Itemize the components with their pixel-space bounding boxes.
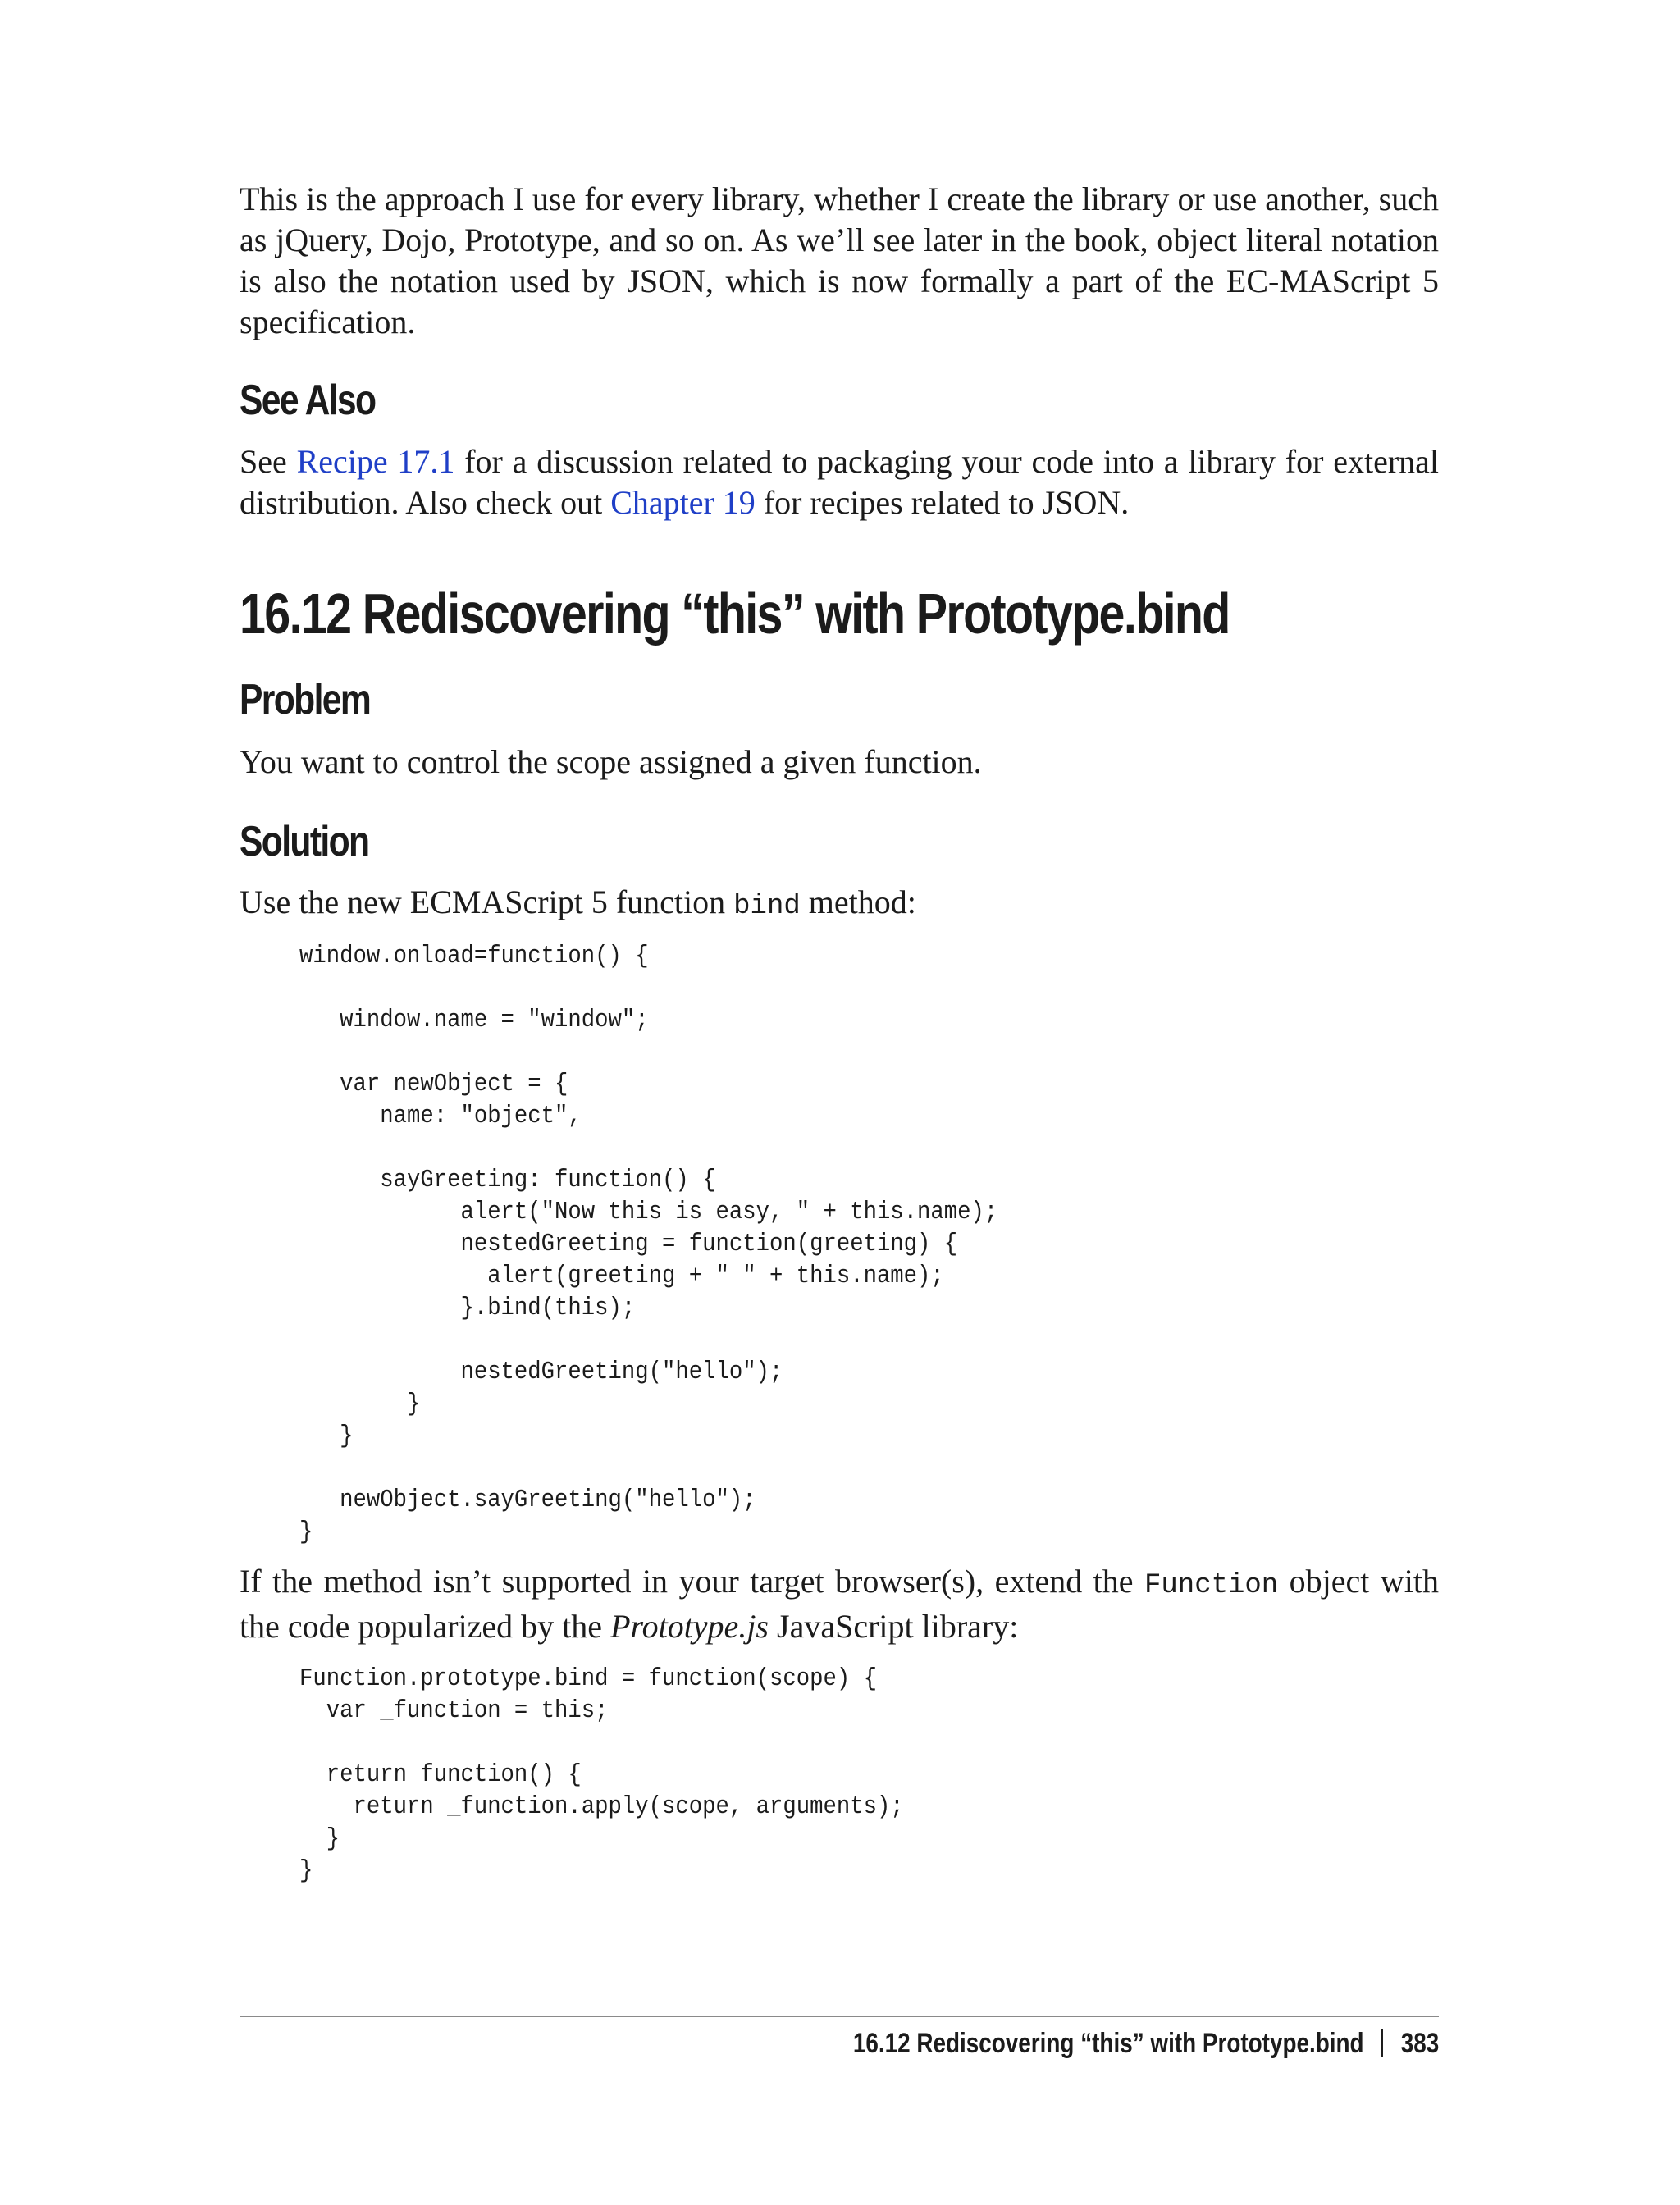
problem-text: You want to control the scope assigned a given function. [240,743,982,780]
footer-running-title: 16.12 Rediscovering “this” with Prototype.bind [852,2027,1364,2059]
fallback-paragraph [240,1561,1439,1647]
code-block-bind-example: window.onload=function() { window.name = "window"; var newObject = { name: "object", sayGreeting: function() { alert("Now this is easy, " + this.name); nestedGreeting = function(greeting) { alert(greeting + " " + this.name); }.bind(this); nestedGreeting("hello"); } } newObject.sayGreeting("hello"); } [299,942,998,1546]
intro-paragraph: This is the approach I use for every library, whether I create the library or use another, such as jQuery, Dojo, Prototype, and so on. As we’ll see later in the book, object literal notation is also the notation used by JSON, which is now formally a part of the EC-MAScript 5 specification. [240,180,1439,340]
see-also-text-end: for recipes related to JSON. [755,484,1130,521]
see-also-text-start: See [240,443,297,480]
bind-inline-code: bind [733,891,801,922]
section-title: 16.12 Rediscovering “this” with Prototype.bind [240,582,1230,646]
solution-intro-start: Use the new ECMAScript 5 function [240,883,734,920]
see-also-text-middle: for a discussion related to packaging your code into a library for external distribution. Also check out [240,443,1440,521]
see-also-paragraph [240,441,1439,523]
solution-intro [240,882,1439,927]
problem-heading: Problem [240,676,371,724]
footer-divider [240,2016,1439,2017]
chapter-19-link[interactable]: Chapter 19 [610,484,756,521]
solution-heading: Solution [240,818,369,865]
prototype-js-italic: Prototype.js [610,1608,769,1645]
function-inline-code: Function [1144,1570,1279,1601]
see-also-heading: See Also [240,377,376,424]
page-footer [724,2023,1439,2064]
fallback-text-start: If the method isn’t supported in your target browser(s), extend the [240,1563,1144,1600]
solution-intro-end: method: [800,883,916,920]
recipe-17-1-link[interactable]: Recipe 17.1 [296,443,455,480]
fallback-text-end: JavaScript library: [769,1608,1019,1645]
fallback-text-middle: object with the code popularized by the [240,1563,1439,1645]
footer-separator [1381,2029,1383,2057]
code-block-bind-polyfill: Function.prototype.bind = function(scope) { var _function = this; return function() { return _function.apply(scope, arguments); } } [299,1664,904,1885]
page-number: 383 [1400,2027,1439,2059]
